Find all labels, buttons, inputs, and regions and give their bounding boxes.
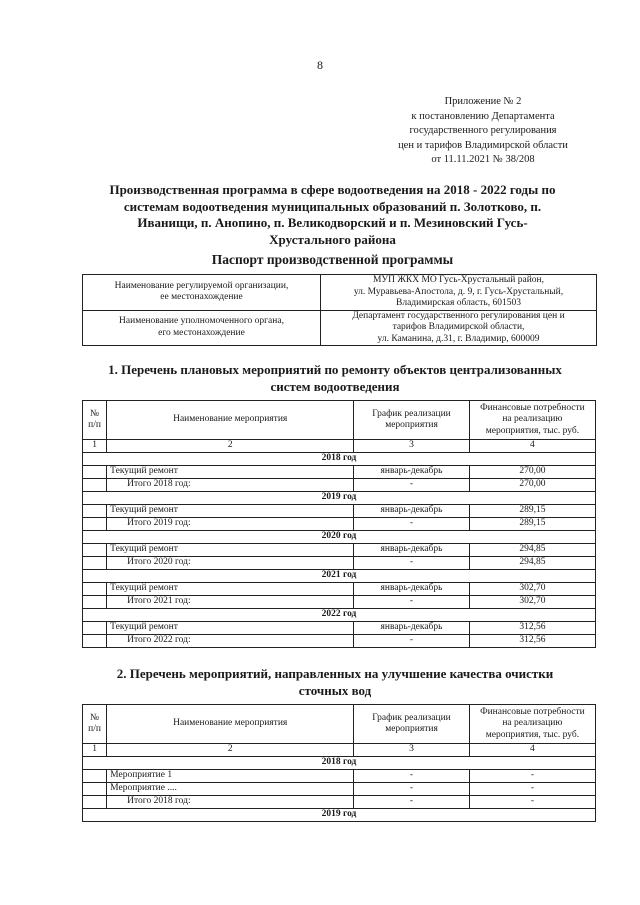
year-row bbox=[83, 453, 596, 466]
year-label: 2019 год bbox=[83, 492, 596, 505]
passport-value-line: тарифов Владимирской области, bbox=[392, 322, 525, 332]
section1-heading-line: 1. Перечень плановых мероприятий по ремонту объектов централизованных bbox=[108, 362, 562, 377]
section2-heading bbox=[100, 666, 570, 699]
appendix-line: от 11.11.2021 № 38/208 bbox=[431, 154, 535, 165]
appendix-line: государственного регулирования bbox=[409, 125, 557, 136]
title-line: системам водоотведения муниципальных образований п. Золотково, п. bbox=[123, 198, 542, 214]
header-num: № п/п bbox=[83, 705, 107, 744]
column-number-row bbox=[83, 744, 596, 757]
appendix-line: Приложение № 2 bbox=[444, 96, 522, 107]
appendix-line: цен и тарифов Владимирской области bbox=[398, 139, 568, 151]
item-amount: 312,56 bbox=[469, 622, 595, 635]
col-num: 4 bbox=[469, 440, 595, 453]
col-num: 1 bbox=[83, 744, 107, 757]
year-label: 2021 год bbox=[83, 570, 596, 583]
total-amount: 270,00 bbox=[469, 479, 595, 492]
item-amount: 270,00 bbox=[469, 466, 595, 479]
year-row bbox=[83, 570, 596, 583]
total-period: - bbox=[354, 557, 470, 570]
total-label: Итого 2019 год: bbox=[107, 518, 354, 531]
table-row bbox=[83, 583, 596, 596]
passport-value-line: Департамент государственного регулирования цен и bbox=[352, 310, 565, 321]
appendix-line: к постановлению Департамента bbox=[411, 110, 555, 122]
total-row bbox=[83, 596, 596, 609]
total-amount: 289,15 bbox=[469, 518, 595, 531]
total-row bbox=[83, 796, 596, 809]
repair-plan-table bbox=[82, 400, 596, 648]
item-period: январь-декабрь bbox=[354, 466, 470, 479]
item-amount: 302,70 bbox=[469, 583, 595, 596]
item-name: Текущий ремонт bbox=[107, 505, 354, 518]
col-num: 4 bbox=[469, 744, 595, 757]
passport-table bbox=[82, 274, 597, 346]
wastewater-plan-table bbox=[82, 704, 596, 822]
page-number: 8 bbox=[317, 58, 323, 72]
total-period: - bbox=[354, 796, 470, 809]
item-period: январь-декабрь bbox=[354, 622, 470, 635]
year-row bbox=[83, 757, 596, 770]
header-schedule: График реализации мероприятия bbox=[354, 401, 470, 440]
passport-value-line: ул. Муравьева-Апостола, д. 9, г. Гусь-Хрустальный, bbox=[353, 286, 564, 297]
appendix-block bbox=[380, 95, 586, 168]
total-label: Итого 2021 год: bbox=[107, 596, 354, 609]
item-period: - bbox=[354, 783, 470, 796]
item-period: - bbox=[354, 770, 470, 783]
year-label: 2019 год bbox=[83, 809, 596, 822]
table-row bbox=[83, 783, 596, 796]
total-amount: 294,85 bbox=[469, 557, 595, 570]
passport-value-line: Владимирская область, 601503 bbox=[396, 298, 521, 308]
table-header-row bbox=[83, 401, 596, 440]
passport-value-line: МУП ЖКХ МО Гусь-Хрустальный район, bbox=[372, 275, 545, 285]
col-num: 1 bbox=[83, 440, 107, 453]
item-amount: 294,85 bbox=[469, 544, 595, 557]
item-name: Текущий ремонт bbox=[107, 622, 354, 635]
passport-label-line: Наименование уполномоченного органа, bbox=[119, 316, 284, 327]
table-row bbox=[83, 770, 596, 783]
total-label: Итого 2022 год: bbox=[107, 635, 354, 648]
total-label: Итого 2018 год: bbox=[107, 479, 354, 492]
item-name: Текущий ремонт bbox=[107, 544, 354, 557]
total-row bbox=[83, 479, 596, 492]
passport-label bbox=[83, 275, 321, 311]
year-row bbox=[83, 809, 596, 822]
total-amount: 312,56 bbox=[469, 635, 595, 648]
passport-label bbox=[83, 310, 321, 346]
passport-title: Паспорт производственной программы bbox=[211, 252, 454, 267]
title-line: Хрустального района bbox=[269, 231, 396, 247]
total-period: - bbox=[354, 479, 470, 492]
passport-label-line: ее местонахождение bbox=[160, 292, 243, 303]
header-num: № п/п bbox=[83, 401, 107, 440]
total-amount: - bbox=[469, 796, 595, 809]
table-row bbox=[83, 505, 596, 518]
year-label: 2018 год bbox=[83, 757, 596, 770]
item-amount: - bbox=[469, 783, 595, 796]
total-row bbox=[83, 635, 596, 648]
table-header-row bbox=[83, 705, 596, 744]
item-name: Текущий ремонт bbox=[107, 466, 354, 479]
section1-heading-line: систем водоотведения bbox=[270, 378, 400, 394]
item-period: январь-декабрь bbox=[354, 583, 470, 596]
year-row bbox=[83, 609, 596, 622]
total-period: - bbox=[354, 635, 470, 648]
item-amount: - bbox=[469, 770, 595, 783]
passport-value-line: ул. Каманина, д.31, г. Владимир, 600009 bbox=[377, 333, 540, 344]
year-label: 2018 год bbox=[83, 453, 596, 466]
header-finance: Финансовые потребности на реализацию мероприятия, тыс. руб. bbox=[469, 401, 595, 440]
total-label: Итого 2020 год: bbox=[107, 557, 354, 570]
item-amount: 289,15 bbox=[469, 505, 595, 518]
item-period: январь-декабрь bbox=[354, 505, 470, 518]
section2-heading-line: 2. Перечень мероприятий, направленных на улучшение качества очистки bbox=[116, 666, 554, 681]
total-period: - bbox=[354, 518, 470, 531]
passport-label-line: его местонахождение bbox=[158, 327, 245, 338]
table-row bbox=[83, 622, 596, 635]
col-num: 2 bbox=[107, 440, 354, 453]
passport-row bbox=[83, 275, 597, 311]
year-row bbox=[83, 492, 596, 505]
document-title bbox=[80, 182, 585, 248]
column-number-row bbox=[83, 440, 596, 453]
year-label: 2022 год bbox=[83, 609, 596, 622]
total-row bbox=[83, 557, 596, 570]
total-period: - bbox=[354, 596, 470, 609]
title-line: Иванищи, п. Анопино, п. Великодворский и п. Мезиновский Гусь- bbox=[137, 215, 528, 230]
passport-row bbox=[83, 310, 597, 346]
header-finance: Финансовые потребности на реализацию мероприятия, тыс. руб. bbox=[469, 705, 595, 744]
item-period: январь-декабрь bbox=[354, 544, 470, 557]
header-name: Наименование мероприятия bbox=[107, 705, 354, 744]
year-row bbox=[83, 531, 596, 544]
total-label: Итого 2018 год: bbox=[107, 796, 354, 809]
item-name: Текущий ремонт bbox=[107, 583, 354, 596]
passport-label-line: Наименование регулируемой организации, bbox=[114, 280, 289, 291]
item-name: Мероприятие .... bbox=[107, 783, 354, 796]
year-label: 2020 год bbox=[83, 531, 596, 544]
table-row bbox=[83, 544, 596, 557]
table-row bbox=[83, 466, 596, 479]
section2-heading-line: сточных вод bbox=[298, 682, 372, 698]
total-row bbox=[83, 518, 596, 531]
header-schedule: График реализации мероприятия bbox=[354, 705, 470, 744]
passport-value bbox=[321, 310, 597, 346]
col-num: 2 bbox=[107, 744, 354, 757]
header-name: Наименование мероприятия bbox=[107, 401, 354, 440]
passport-value bbox=[321, 275, 597, 311]
col-num: 3 bbox=[354, 744, 470, 757]
section1-heading bbox=[100, 362, 570, 395]
col-num: 3 bbox=[354, 440, 470, 453]
title-line: Производственная программа в сфере водоотведения на 2018 - 2022 годы по bbox=[109, 182, 556, 197]
total-amount: 302,70 bbox=[469, 596, 595, 609]
item-name: Мероприятие 1 bbox=[107, 770, 354, 783]
